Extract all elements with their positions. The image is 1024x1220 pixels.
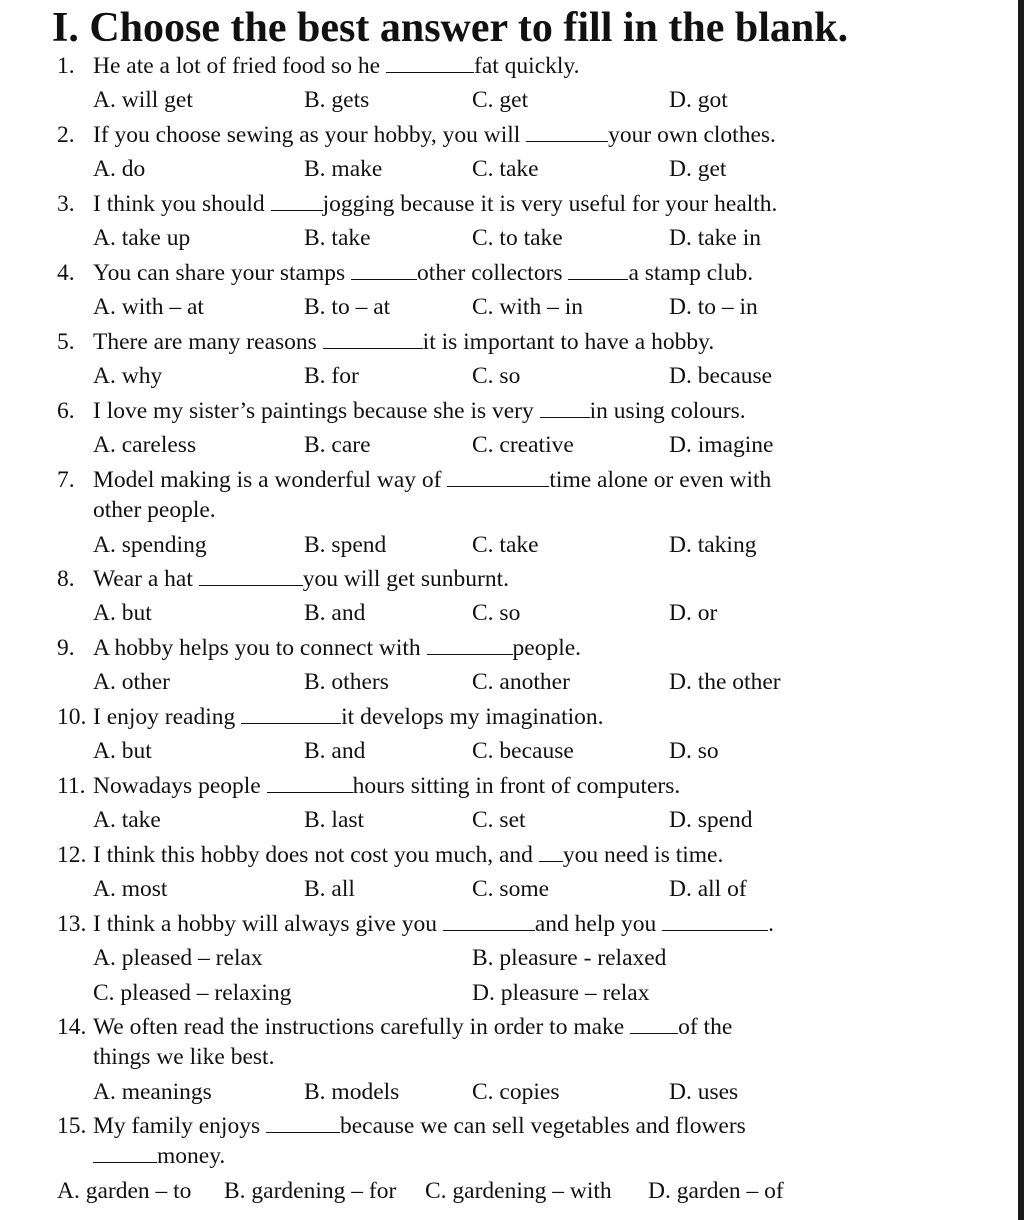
question-text-segment: fat quickly. [474,53,580,79]
option-a[interactable]: A. but [93,738,152,764]
question-text [93,1013,732,1041]
option-a[interactable]: A. why [93,363,163,389]
option-c[interactable]: C. some [472,876,550,902]
option-d[interactable]: D. uses [669,1079,739,1105]
question-text-segment: Nowadays people [93,773,267,799]
answer-blank[interactable] [323,329,423,349]
question-number: 6. [57,398,75,424]
question-text [93,910,774,938]
section-title: I. Choose the best answer to fill in the blank. [52,5,849,51]
question-text [93,772,680,800]
question-text-segment: it develops my imagination. [341,704,604,730]
question-7-continued: other people. [93,497,216,523]
option-d[interactable]: D. so [669,738,719,764]
question-text-segment: a stamp club. [628,260,754,286]
question-text-segment: If you choose sewing as your hobby, you will [93,122,527,148]
question-text [93,190,777,218]
question-text-segment: money. [157,1143,226,1169]
answer-blank[interactable] [443,911,535,931]
option-c[interactable]: C. gardening – with [425,1178,612,1204]
option-b[interactable]: B. care [304,432,371,458]
question-text-segment: Wear a hat [93,566,199,592]
option-d[interactable]: D. got [669,87,728,113]
option-b[interactable]: B. pleasure - relaxed [472,945,667,971]
answer-blank[interactable] [386,53,474,73]
option-b[interactable]: B. and [304,600,366,626]
option-c[interactable]: C. to take [472,225,563,251]
answer-blank[interactable] [662,911,768,931]
question-text-segment: people. [512,635,582,661]
option-c[interactable]: C. take [472,532,539,558]
option-a[interactable]: A. take [93,807,161,833]
question-number: 4. [57,260,75,286]
answer-blank[interactable] [271,191,323,211]
question-text-segment: I love my sister’s paintings because she is very [93,398,540,424]
option-b[interactable]: B. all [304,876,355,902]
question-text-segment: and help you [534,911,663,937]
question-text-segment: hours sitting in front of computers. [352,773,681,799]
option-d[interactable]: D. or [669,600,718,626]
option-b[interactable]: B. gets [304,87,370,113]
question-text [93,52,580,80]
option-c[interactable]: C. take [472,156,539,182]
option-a[interactable]: A. meanings [93,1079,212,1105]
option-c[interactable]: C. set [472,807,526,833]
question-text [93,397,746,425]
question-text-segment: You can share your stamps [93,260,352,286]
question-number: 11. [57,773,86,799]
option-b[interactable]: B. spend [304,532,387,558]
option-c[interactable]: C. pleased – relaxing [93,980,292,1006]
option-d[interactable]: D. take in [669,225,762,251]
option-b[interactable]: B. to – at [304,294,391,320]
question-text-segment: . [768,911,774,937]
option-d[interactable]: D. because [669,363,773,389]
option-d[interactable]: D. all of [669,876,747,902]
answer-blank[interactable] [447,467,549,487]
option-c[interactable]: C. another [472,669,570,695]
option-b[interactable]: B. and [304,738,366,764]
option-c[interactable]: C. with – in [472,294,583,320]
question-number: 10. [57,704,87,730]
option-a[interactable]: A. do [93,156,146,182]
option-d[interactable]: D. pleasure – relax [472,980,650,1006]
question-text-segment: I think you should [93,191,271,217]
answer-blank[interactable] [266,1113,340,1133]
question-text-segment: Model making is a wonderful way of [93,467,448,493]
question-text-segment: it is important to have a hobby. [422,329,715,355]
question-text [93,703,604,731]
question-number: 3. [57,191,75,217]
option-c[interactable]: C. so [472,363,521,389]
question-text [93,634,581,662]
question-text-segment: in using colours. [589,398,746,424]
question-number: 7. [57,467,75,493]
answer-blank[interactable] [539,842,563,862]
question-text-segment: of the [678,1014,733,1040]
answer-blank[interactable] [427,635,513,655]
option-a[interactable]: A. but [93,600,152,626]
option-a[interactable]: A. spending [93,532,207,558]
question-text-segment: My family enjoys [93,1113,266,1139]
option-d[interactable]: D. garden – of [648,1178,784,1204]
question-text-segment: I enjoy reading [93,704,242,730]
question-text [93,121,776,149]
question-number: 14. [57,1014,87,1040]
option-d[interactable]: D. to – in [669,294,758,320]
option-b[interactable]: B. make [304,156,383,182]
question-text-segment: I think this hobby does not cost you much, and [93,842,539,868]
option-b[interactable]: B. take [304,225,371,251]
option-d[interactable]: D. get [669,156,727,182]
option-b[interactable]: B. others [304,669,389,695]
option-a[interactable]: A. will get [93,87,193,113]
answer-blank[interactable] [241,704,341,724]
option-b[interactable]: B. for [304,363,359,389]
answer-blank[interactable] [267,773,353,793]
question-14-continued: things we like best. [93,1044,275,1070]
question-text-segment: you need is time. [562,842,724,868]
answer-blank[interactable] [568,260,628,280]
option-c[interactable]: C. get [472,87,529,113]
option-d[interactable]: D. taking [669,532,757,558]
option-a[interactable]: A. most [93,876,168,902]
question-text [93,565,509,593]
option-c[interactable]: C. so [472,600,521,626]
question-number: 8. [57,566,75,592]
answer-blank[interactable] [526,122,608,142]
option-a[interactable]: A. pleased – relax [93,945,263,971]
option-a[interactable]: A. careless [93,432,197,458]
question-number: 2. [57,122,75,148]
option-b[interactable]: B. gardening – for [224,1178,397,1204]
question-text [93,328,714,356]
question-number: 12. [57,842,87,868]
option-a[interactable]: A. other [93,669,171,695]
question-text-segment: We often read the instructions carefully in order to make [93,1014,631,1040]
question-text-segment: A hobby helps you to connect with [93,635,427,661]
option-b[interactable]: B. last [304,807,365,833]
question-text [93,1112,746,1140]
question-15-continued [93,1142,225,1170]
option-a[interactable]: A. with – at [93,294,204,320]
option-b[interactable]: B. models [304,1079,400,1105]
question-text [93,841,723,869]
question-text-segment: because we can sell vegetables and flowers [339,1113,746,1139]
question-number: 5. [57,329,75,355]
answer-blank[interactable] [630,1014,678,1034]
option-c[interactable]: C. because [472,738,574,764]
question-text-segment: I think a hobby will always give you [93,911,443,937]
question-text [93,466,771,494]
question-text [93,259,753,287]
option-c[interactable]: C. creative [472,432,574,458]
question-number: 13. [57,911,87,937]
question-text-segment: jogging because it is very useful for your health. [322,191,778,217]
option-d[interactable]: D. imagine [669,432,774,458]
answer-blank[interactable] [351,260,417,280]
option-d[interactable]: D. the other [669,669,781,695]
answer-blank[interactable] [540,398,590,418]
option-d[interactable]: D. spend [669,807,753,833]
page-edge-border [1018,0,1024,1220]
question-text-segment: other collectors [417,260,569,286]
question-number: 15. [57,1113,87,1139]
option-a[interactable]: A. take up [93,225,191,251]
question-text-segment: He ate a lot of fried food so he [93,53,386,79]
question-text-segment: There are many reasons [93,329,323,355]
answer-blank[interactable] [199,566,303,586]
answer-blank[interactable] [93,1143,157,1163]
question-number: 1. [57,53,75,79]
question-text-segment: you will get sunburnt. [302,566,510,592]
option-a[interactable]: A. garden – to [57,1178,192,1204]
question-number: 9. [57,635,75,661]
question-text-segment: time alone or even with [549,467,772,493]
question-text-segment: your own clothes. [608,122,776,148]
option-c[interactable]: C. copies [472,1079,560,1105]
